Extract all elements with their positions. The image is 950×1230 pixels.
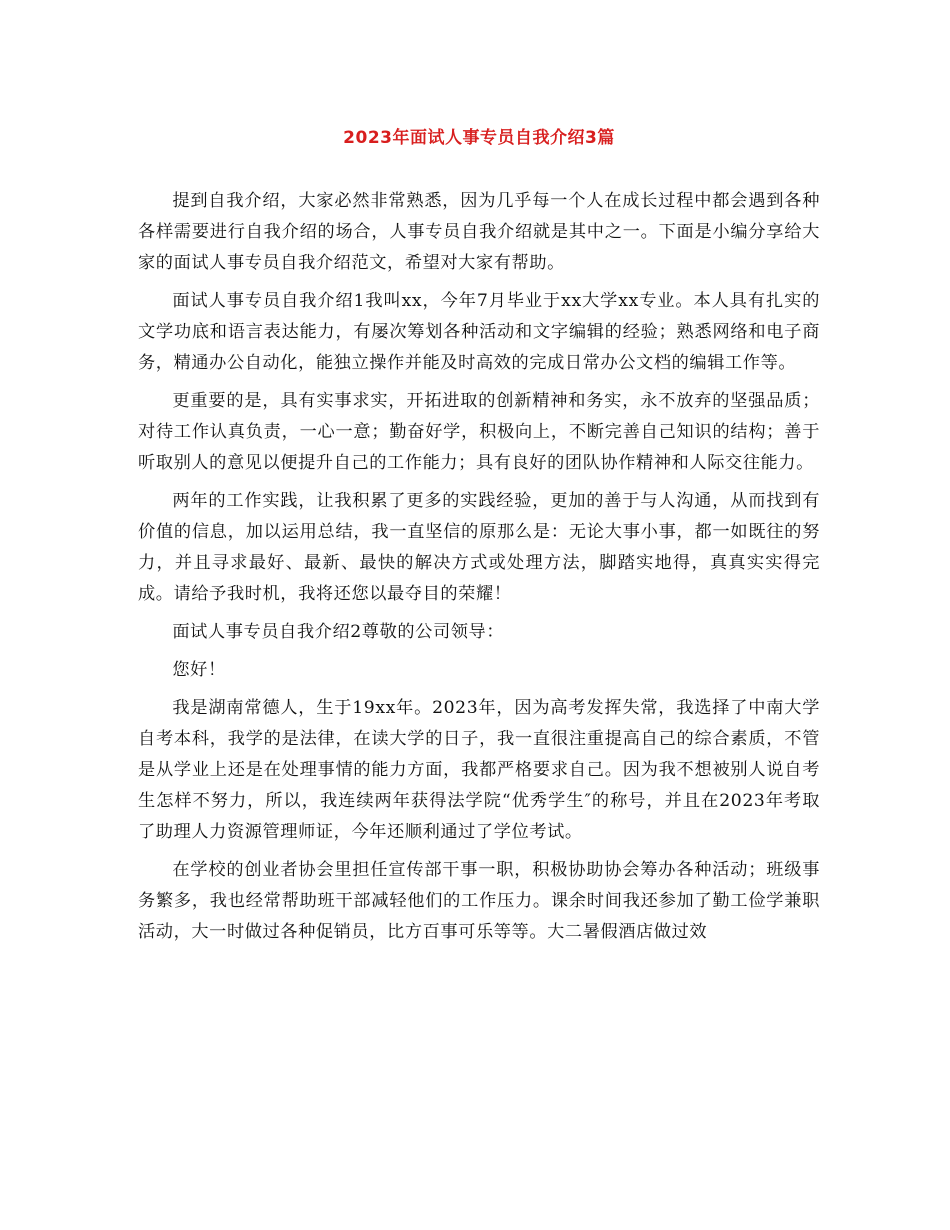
paragraph-experience: 两年的工作实践，让我积累了更多的实践经验，更加的善于与人沟通，从而找到有价值的信息，加以运用总结，我一直坚信的原那么是：无论大事小事，都一如既往的努力，并且寻求最好、最新、最快的解决方式或处理方法，脚踏实地得，真真实实得完成。请给予我时机，我将还您以最夺目的荣耀！: [138, 491, 820, 604]
paragraph-strengths: 更重要的是，具有实事求实，开拓进取的创新精神和务实，永不放弃的坚强品质；对待工作认真负责，一心一意；勤奋好学，积极向上，不断完善自己知识的结构；善于听取别人的意见以便提升自己的工作能力；具有良好的团队协作精神和人际交往能力。: [138, 391, 820, 473]
paragraph-intro: 提到自我介绍，大家必然非常熟悉，因为几乎每一个人在成长过程中都会遇到各种各样需要进行自我介绍的场合，人事专员自我介绍就是其中之一。下面是小编分享给大家的面试人事专员自我介绍范文，希望对大家有帮助。: [138, 191, 820, 273]
paragraph-greeting: 您好！: [172, 660, 226, 680]
paragraph-intro-1: 面试人事专员自我介绍1我叫xx，今年7月毕业于xx大学xx专业。本人具有扎实的文学功底和语言表达能力，有屡次筹划各种活动和文字编辑的经验；熟悉网络和电子商务，精通办公自动化，能独立操作并能及时高效的完成日常办公文档的编辑工作等。: [138, 291, 820, 373]
paragraph-intro-2-heading: 面试人事专员自我介绍2尊敬的公司领导：: [172, 622, 505, 642]
paragraph-background: 我是湖南常德人，生于19xx年。2023年，因为高考发挥失常，我选择了中南大学自考本科，我学的是法律，在读大学的日子，我一直很注重提高自己的综合素质，不管是从学业上还是在处理事情的能力方面，我都严格要求自己。因为我不想被别人说自考生怎样不努力，所以，我连续两年获得法学院“优秀学生″的称号，并且在2023年考取了助理人力资源管理师证，今年还顺利通过了学位考试。: [138, 698, 820, 842]
document-title: 2023年面试人事专员自我介绍3篇: [343, 128, 615, 148]
paragraph-activities: 在学校的创业者协会里担任宣传部干事一职，积极协助协会筹办各种活动；班级事务繁多，我也经常帮助班干部减轻他们的工作压力。课余时间我还参加了勤工俭学兼职活动，大一时做过各种促销员，比方百事可乐等等。大二暑假酒店做过效: [138, 860, 820, 942]
document-body: [138, 186, 820, 948]
